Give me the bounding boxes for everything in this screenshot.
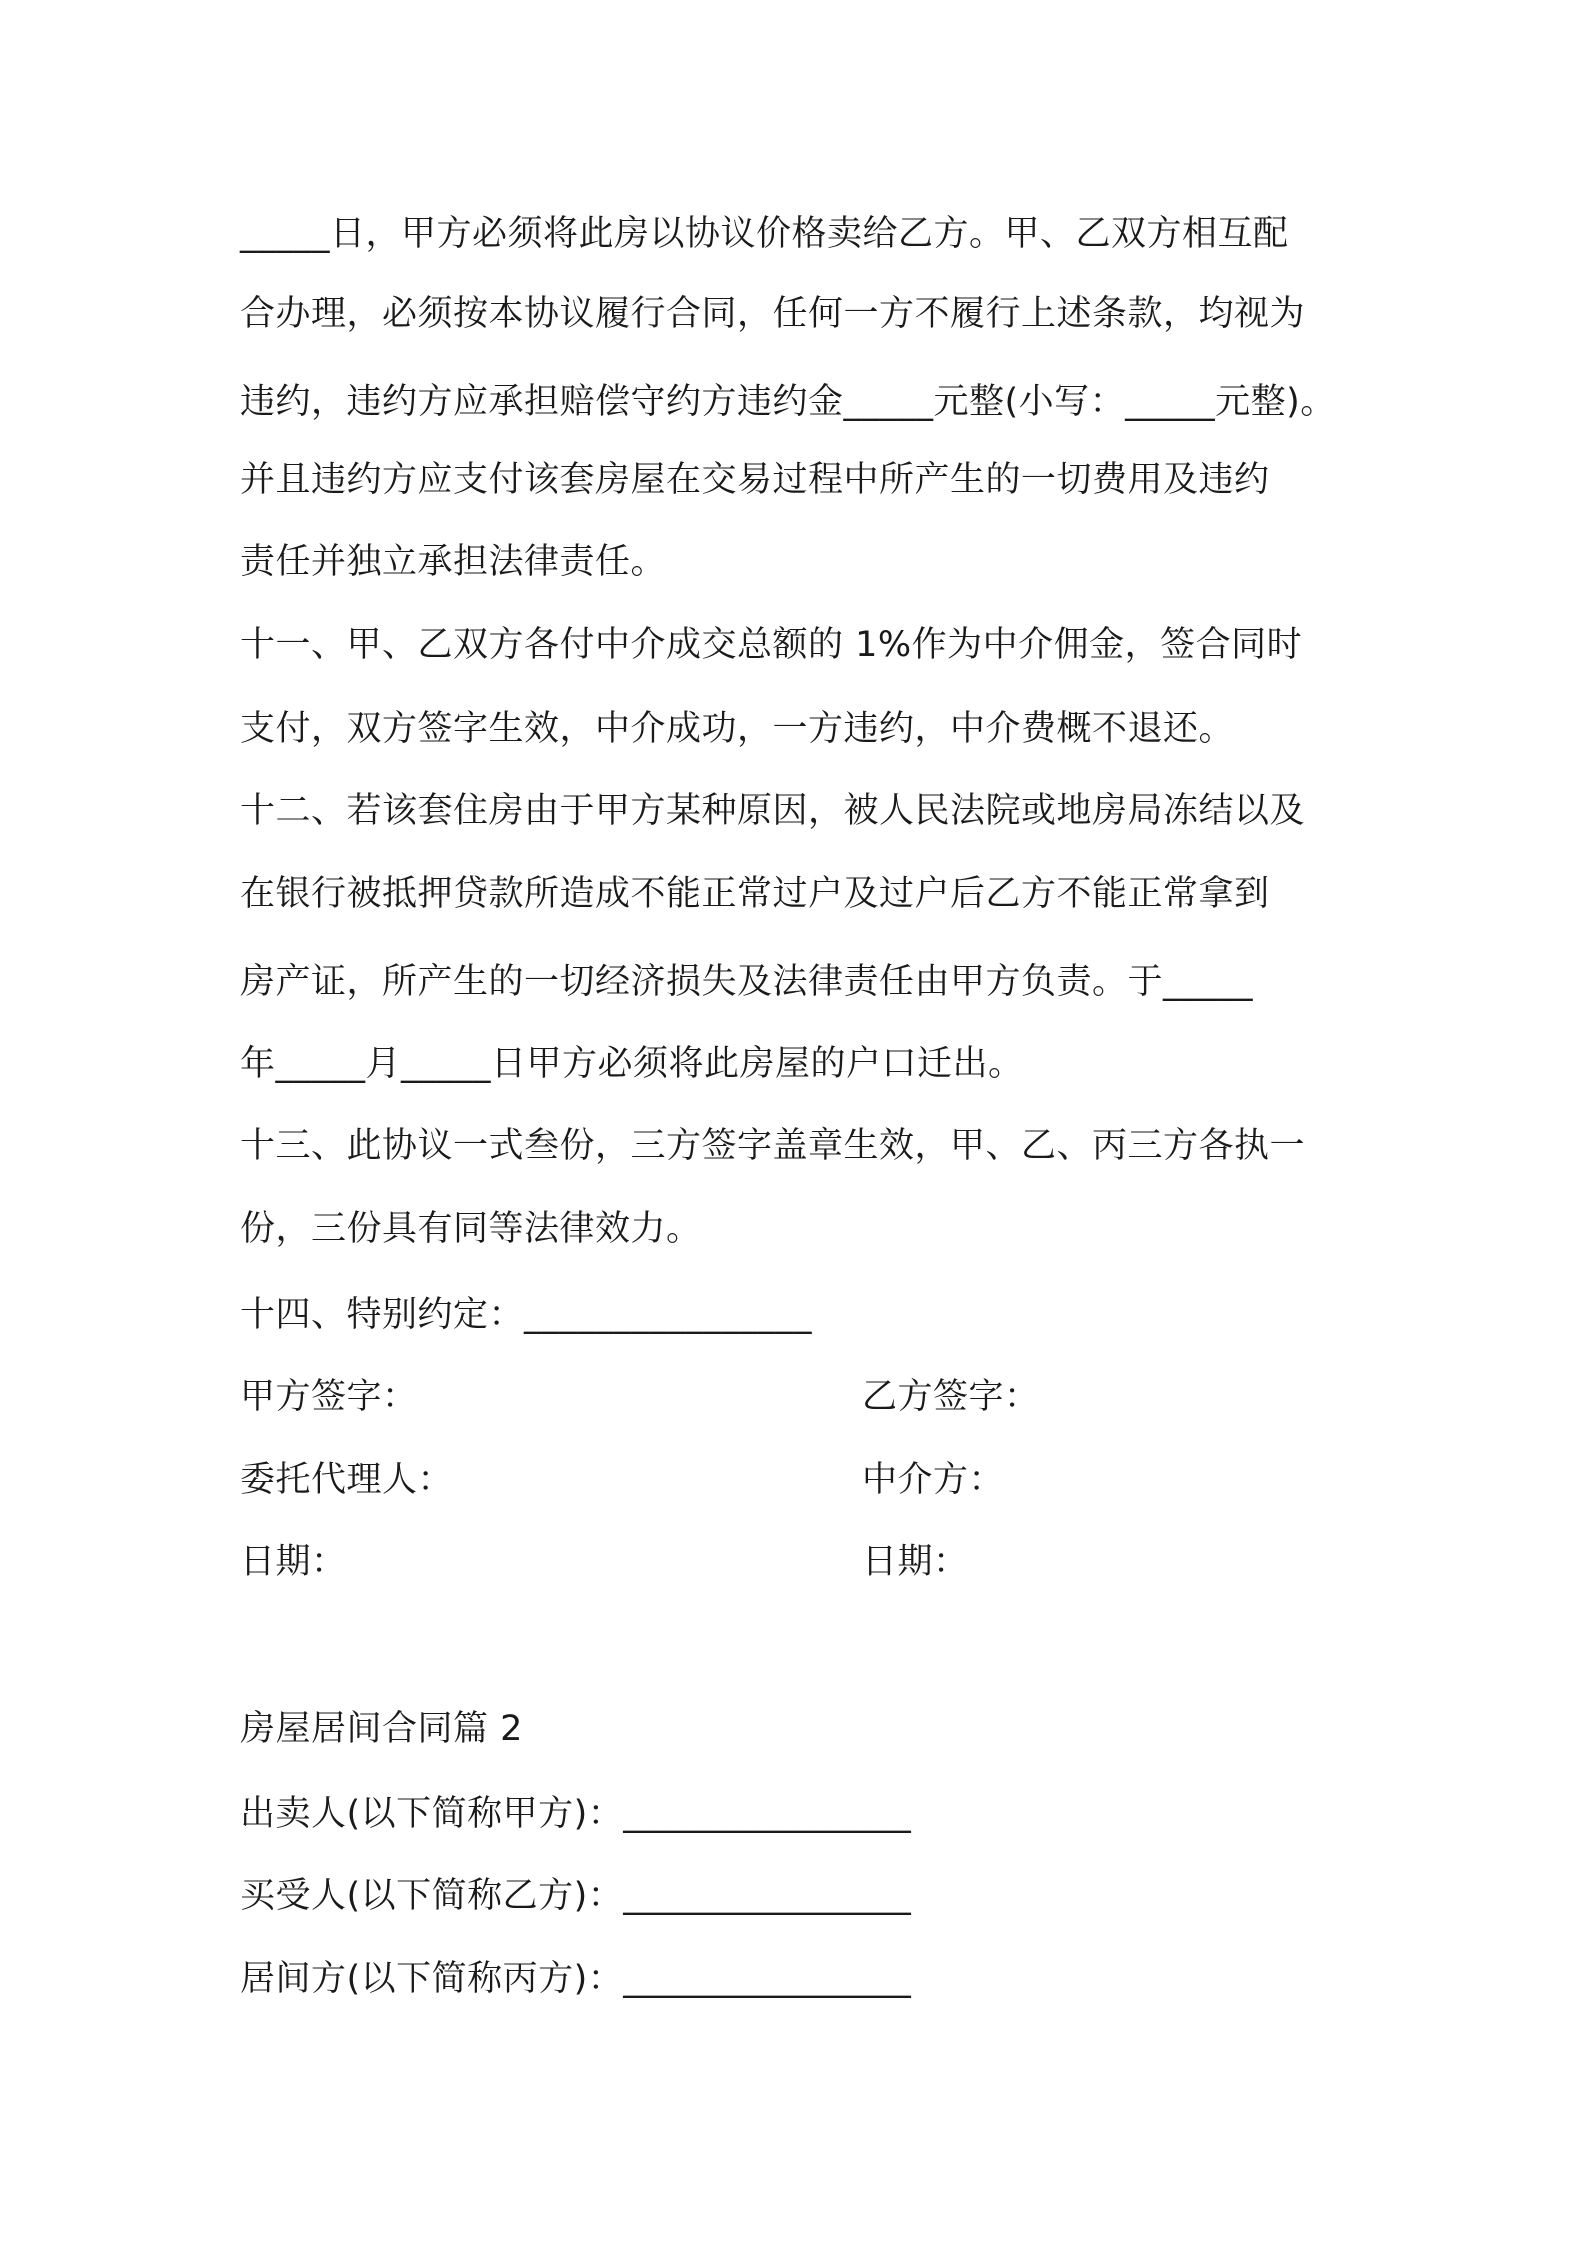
signature-intermediary: 中介方：	[862, 1460, 1005, 1500]
body-line: 份，三份具有同等法律效力。	[240, 1209, 702, 1249]
body-line: 十三、此协议一式叁份，三方签字盖章生效，甲、乙、丙三方各执一	[240, 1126, 1306, 1166]
body-line: 房产证，所产生的一切经济损失及法律责任由甲方负责。于_____	[240, 962, 1254, 1002]
body-line: _____日，甲方必须将此房以协议价格卖给乙方。甲、乙双方相互配	[240, 214, 1289, 254]
body-line: 十一、甲、乙双方各付中介成交总额的 1%作为中介佣金，签合同时	[240, 625, 1303, 665]
party-seller: 出卖人(以下简称甲方)：________________	[240, 1794, 912, 1834]
party-intermediary: 居间方(以下简称丙方)：________________	[240, 1959, 912, 1999]
signature-date-left: 日期：	[240, 1542, 347, 1582]
party-buyer: 买受人(以下简称乙方)：________________	[240, 1876, 912, 1916]
body-line: 违约，违约方应承担赔偿守约方违约金_____元整(小写：_____元整)。	[240, 382, 1336, 422]
body-line: 年_____月_____日甲方必须将此房屋的户口迁出。	[240, 1044, 1024, 1084]
signature-party-b: 乙方签字：	[862, 1377, 1040, 1417]
body-line: 并且违约方应支付该套房屋在交易过程中所产生的一切费用及违约	[240, 460, 1270, 500]
body-line: 支付，双方签字生效，中介成功，一方违约，中介费概不退还。	[240, 709, 1235, 749]
body-line: 十二、若该套住房由于甲方某种原因，被人民法院或地房局冻结以及	[240, 791, 1306, 831]
signature-agent: 委托代理人：	[240, 1460, 454, 1500]
body-line: 十四、特别约定：________________	[240, 1295, 813, 1335]
section-title: 房屋居间合同篇 2	[240, 1709, 523, 1749]
body-line: 合办理，必须按本协议履行合同，任何一方不履行上述条款，均视为	[240, 294, 1306, 334]
body-line: 在银行被抵押贷款所造成不能正常过户及过户后乙方不能正常拿到	[240, 874, 1270, 914]
body-line: 责任并独立承担法律责任。	[240, 542, 667, 582]
signature-date-right: 日期：	[862, 1542, 969, 1582]
signature-party-a: 甲方签字：	[240, 1377, 418, 1417]
